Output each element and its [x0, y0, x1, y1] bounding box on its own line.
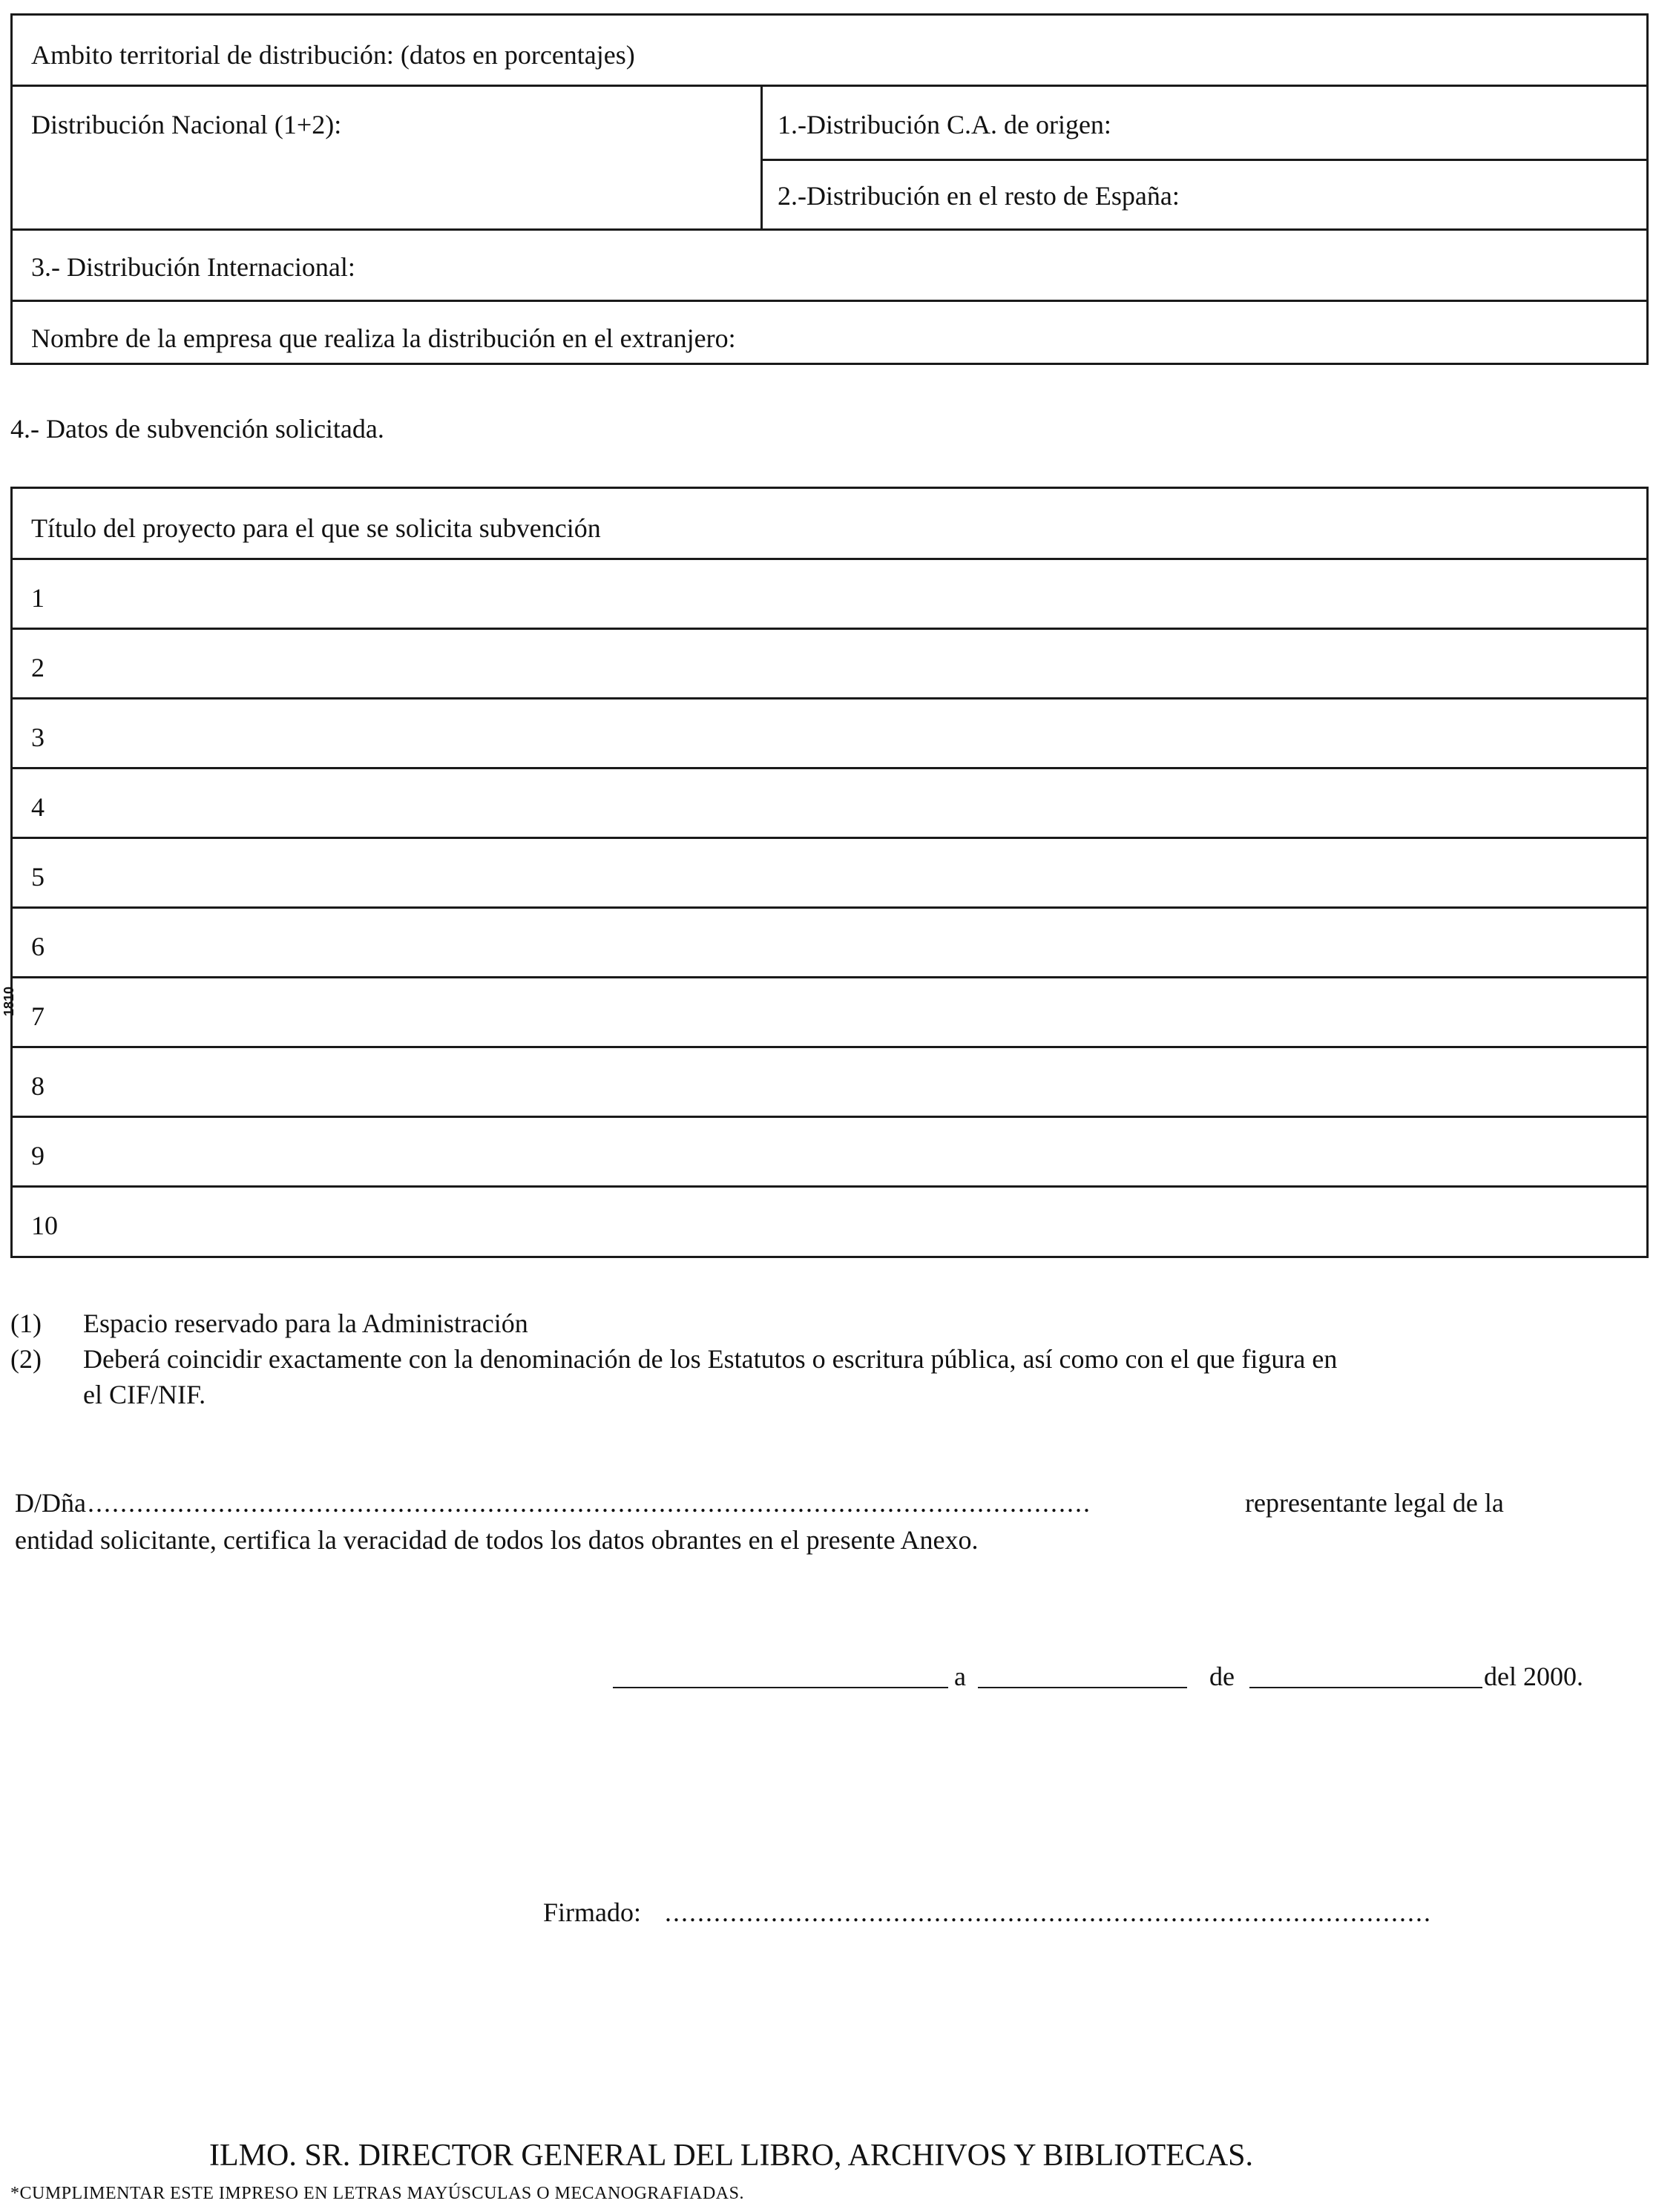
instructions-note: *CUMPLIMENTAR ESTE IMPRESO EN LETRAS MAYÚSCULAS O MECANOGRAFIADAS.	[10, 2184, 744, 2203]
representative-name-dotted-field[interactable]: ...........................................................................................................................	[88, 1490, 1091, 1516]
certification-line1-end: representante legal de la	[1245, 1488, 1504, 1518]
foreign-company-label: Nombre de la empresa que realiza la distribución en el extranjero:	[31, 323, 736, 353]
note-2-number: (2)	[10, 1344, 42, 1374]
distribution-col-divider	[760, 85, 763, 230]
side-page-mark: 1810	[1, 986, 16, 1016]
day-blank-line[interactable]	[978, 1687, 1187, 1688]
signature-label: Firmado:	[543, 1897, 641, 1927]
national-distribution-label: Distribución Nacional (1+2):	[31, 110, 342, 139]
projects-row-divider	[10, 628, 1649, 630]
note-2-text-line2: el CIF/NIF.	[83, 1380, 206, 1409]
projects-row-divider	[10, 1116, 1649, 1118]
addressee-title: ILMO. SR. DIRECTOR GENERAL DEL LIBRO, ARCHIVOS Y BIBLIOTECAS.	[209, 2139, 1254, 2173]
certification-line2: entidad solicitante, certifica la veracidad de todos los datos obrantes en el presente Anexo.	[15, 1525, 979, 1555]
distribution-row-divider	[760, 159, 1649, 161]
distribution-header: Ambito territorial de distribución: (datos en porcentajes)	[31, 40, 635, 70]
distribution-row-divider	[10, 300, 1649, 302]
date-a-label: a	[954, 1662, 966, 1691]
project-row-number: 7	[31, 1001, 45, 1031]
project-row-number: 3	[31, 722, 45, 752]
date-de-label: de	[1209, 1662, 1235, 1691]
projects-row-divider	[10, 558, 1649, 560]
project-row-number: 10	[31, 1211, 58, 1240]
month-blank-line[interactable]	[1249, 1687, 1482, 1688]
projects-row-divider	[10, 906, 1649, 909]
date-year-label: del 2000.	[1484, 1662, 1583, 1691]
projects-row-divider	[10, 767, 1649, 769]
project-row-number: 8	[31, 1071, 45, 1101]
project-row-number: 6	[31, 932, 45, 961]
certification-line1-start: D/Dña	[15, 1488, 86, 1518]
note-2-text-line1: Deberá coincidir exactamente con la denominación de los Estatutos o escritura pública, así como con el que figura en	[83, 1344, 1338, 1374]
note-1-number: (1)	[10, 1309, 42, 1338]
projects-row-divider	[10, 1046, 1649, 1048]
projects-table-header: Título del proyecto para el que se solicita subvención	[31, 513, 601, 543]
place-blank-line[interactable]	[613, 1687, 948, 1688]
projects-row-divider	[10, 976, 1649, 978]
project-row-number: 2	[31, 653, 45, 682]
note-1-text: Espacio reservado para la Administración	[83, 1309, 528, 1338]
rest-spain-distribution-label: 2.-Distribución en el resto de España:	[778, 181, 1180, 211]
project-row-number: 5	[31, 862, 45, 892]
international-distribution-label: 3.- Distribución Internacional:	[31, 252, 355, 282]
projects-table	[10, 487, 1649, 1258]
signature-dotted-field[interactable]: ..............................................................................................	[665, 1899, 1432, 1926]
projects-row-divider	[10, 1185, 1649, 1188]
project-row-number: 1	[31, 583, 45, 613]
section4-heading: 4.- Datos de subvención solicitada.	[10, 414, 384, 444]
distribution-row-divider	[10, 228, 1649, 231]
origin-ca-distribution-label: 1.-Distribución C.A. de origen:	[778, 110, 1111, 139]
projects-row-divider	[10, 837, 1649, 839]
projects-row-divider	[10, 697, 1649, 700]
project-row-number: 9	[31, 1141, 45, 1171]
distribution-row-divider	[10, 85, 1649, 87]
project-row-number: 4	[31, 792, 45, 822]
